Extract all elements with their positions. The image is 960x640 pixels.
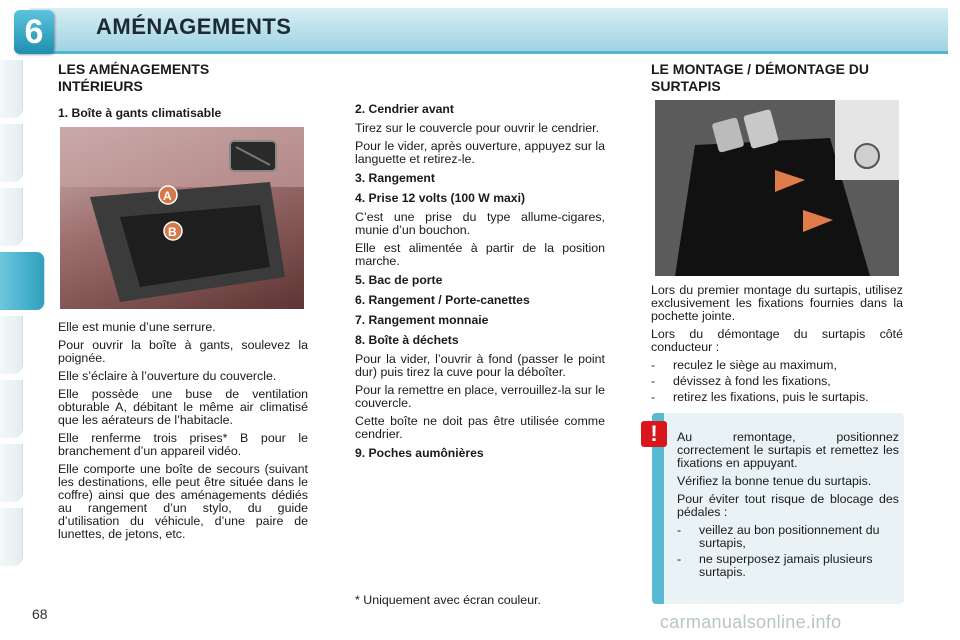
chapter-tab[interactable] (0, 188, 23, 246)
chapter-tab-active[interactable] (0, 252, 45, 310)
item-title: 2. Cendrier avant (355, 102, 454, 116)
paragraph: Pour le vider, après ouverture, appuyez sur la languette et retirez-le. (355, 139, 606, 166)
dash-marker: - (651, 374, 656, 388)
paragraph: Pour la remettre en place, verrouillez-la sur le couvercle. (355, 383, 605, 410)
chapter-tab[interactable] (0, 380, 23, 438)
item-title: 7. Rangement monnaie (355, 313, 489, 327)
warning-paragraph: Pour éviter tout risque de blocage des pédales : (677, 492, 899, 519)
paragraph: Elle est alimentée à partir de la position marche. (355, 241, 605, 268)
watermark: carmanualsonline.info (660, 612, 842, 632)
paragraph: Cette boîte ne doit pas être utilisée comme cendrier. (355, 414, 605, 441)
dash-text: veillez au bon positionnement du surtapis, (699, 523, 880, 550)
warning-text (677, 431, 899, 582)
paragraph: C’est une prise du type allume-cigares, munie d’un bouchon. (355, 210, 605, 237)
paragraph: Elle s’éclaire à l’ouverture du couvercle. (58, 369, 277, 383)
page-number: 68 (32, 606, 48, 622)
dash-item (651, 391, 903, 404)
warning-icon: ! (641, 421, 667, 447)
middle-column (355, 102, 605, 466)
chapter-title: AMÉNAGEMENTS (96, 14, 292, 39)
glovebox-photo (60, 127, 304, 309)
dash-marker: - (677, 552, 682, 566)
paragraph: Elle comporte une boîte de secours (suivant les destinations, elle peut être située dans le coffre) ainsi que des aménagements dédiés au rangement d’un stylo, du guide d’utilisation du véhicule, d’une paire de lunettes, de jetons, etc. (58, 462, 308, 541)
floor-mat-photo (655, 100, 899, 276)
floor-mat-illustration (655, 100, 899, 276)
paragraph: Pour ouvrir la boîte à gants, soulevez la poignée. (58, 338, 308, 365)
paragraph: Lors du premier montage du surtapis, utilisez exclusivement les fixations fournies dans la pochette jointe. (651, 283, 903, 323)
item-1-title: 1. Boîte à gants climatisable (58, 106, 222, 120)
paragraph: Pour la vider, l’ouvrir à fond (passer le point dur) puis tirez la cuve pour la déboîter. (355, 352, 605, 379)
chapter-tab[interactable] (0, 444, 23, 502)
dash-text: retirez les fixations, puis le surtapis. (673, 390, 869, 404)
glovebox-illustration (60, 127, 304, 309)
dash-marker: - (651, 390, 656, 404)
warning-dash-item (677, 524, 899, 550)
dash-text: ne superposez jamais plusieurs surtapis. (699, 552, 873, 579)
section-title-mat: LE MONTAGE / DÉMONTAGE DU SURTAPIS (651, 61, 870, 94)
chapter-tab[interactable] (0, 60, 23, 118)
item-title: 6. Rangement / Porte-canettes (355, 293, 530, 307)
footnote: * Uniquement avec écran couleur. (355, 593, 541, 607)
paragraph: Elle possède une buse de ventilation obturable A, débitant le même air climatisé que les aérateurs de l’habitacle. (58, 387, 308, 427)
paragraph: Elle est munie d’une serrure. (58, 320, 216, 334)
photo-label-b: B (168, 225, 177, 239)
paragraph: Lors du démontage du surtapis côté conducteur : (651, 327, 903, 354)
warning-paragraph: Vérifiez la bonne tenue du surtapis. (677, 474, 872, 488)
section-title-interior: LES AMÉNAGEMENTS INTÉRIEURS (58, 61, 210, 94)
item-title: 5. Bac de porte (355, 273, 443, 287)
dash-text: dévissez à fond les fixations, (673, 374, 831, 388)
item-title: 9. Poches aumônières (355, 446, 484, 460)
warning-dash-item (677, 553, 899, 579)
dash-text: reculez le siège au maximum, (673, 358, 837, 372)
item-title: 8. Boîte à déchets (355, 333, 459, 347)
photo-label-a: A (163, 189, 172, 203)
header-underline (30, 51, 948, 54)
chapter-tab[interactable] (0, 508, 23, 566)
item-title: 3. Rangement (355, 171, 435, 185)
right-column-text (651, 284, 903, 407)
chapter-tabs (0, 60, 30, 572)
dash-item (651, 359, 903, 372)
chapter-tab[interactable] (0, 316, 23, 374)
left-column-text (58, 321, 308, 546)
item-title: 4. Prise 12 volts (100 W maxi) (355, 191, 526, 205)
chapter-tab[interactable] (0, 124, 23, 182)
dash-marker: - (651, 358, 656, 372)
dash-marker: - (677, 523, 682, 537)
paragraph: Tirez sur le couvercle pour ouvrir le cendrier. (355, 121, 600, 135)
chapter-number-badge: 6 (14, 10, 54, 54)
paragraph: Elle renferme trois prises* B pour le branchement d’un appareil vidéo. (58, 431, 308, 458)
dash-item (651, 375, 903, 388)
warning-paragraph: Au remontage, positionnez correctement le surtapis et remettez les fixations en appuyant. (677, 430, 899, 470)
